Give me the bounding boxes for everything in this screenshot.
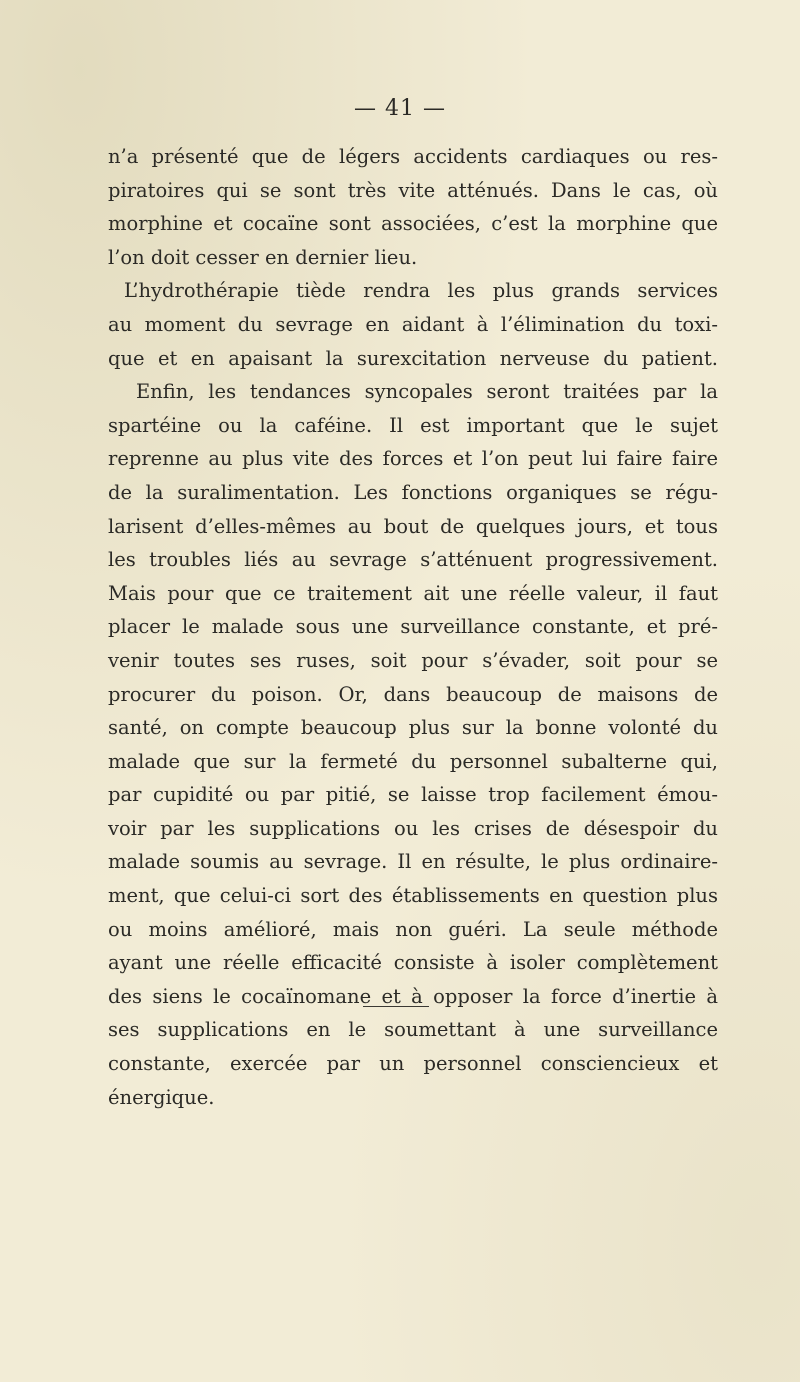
text-line: constante, exercée par un personnel consciencieux et — [108, 1052, 718, 1076]
text-line: Mais pour que ce traitement ait une réelle valeur, il faut — [108, 581, 718, 605]
text-line: de la suralimentation. Les fonctions organiques se régu- — [108, 480, 718, 504]
text-line: venir toutes ses ruses, soit pour s’évader, soit pour se — [108, 648, 718, 672]
text-line: l’on doit cesser en dernier lieu. — [108, 245, 418, 269]
text-line: des siens le cocaïnomane et à opposer la force d’inertie à — [108, 984, 718, 1008]
text-line: piratoires qui se sont très vite atténués. Dans le cas, où — [108, 178, 718, 202]
text-line: Enfin, les tendances syncopales seront traitées par la — [136, 380, 718, 404]
page-number: — 41 — — [354, 96, 446, 121]
text-line: n’a présenté que de légers accidents cardiaques ou res- — [108, 145, 718, 168]
text-line: malade soumis au sevrage. Il en résulte, le plus ordinaire- — [108, 850, 718, 874]
text-line: morphine et cocaïne sont associées, c’est la morphine que — [108, 212, 718, 236]
text-line: ment, que celui-ci sort des établissements en question plus — [108, 884, 718, 908]
text-line: reprenne au plus vite des forces et l’on peut lui faire faire — [108, 447, 718, 471]
text-line: ayant une réelle efficacité consiste à isoler complètement — [108, 951, 718, 975]
text-line: que et en apaisant la surexcitation nerveuse du patient. — [108, 346, 718, 370]
text-line: ou moins amélioré, mais non guéri. La seule méthode — [108, 917, 718, 941]
body-text — [108, 140, 718, 1114]
text-line: spartéine ou la caféine. Il est important que le sujet — [108, 413, 718, 437]
text-line: les troubles liés au sevrage s’atténuent progressivement. — [108, 548, 718, 572]
text-line: L’hydrothérapie tiède rendra les plus grands services — [124, 279, 718, 303]
text-line: santé, on compte beaucoup plus sur la bonne volonté du — [108, 716, 718, 740]
text-line: procurer du poison. Or, dans beaucoup de maisons de — [108, 682, 718, 706]
text-line: malade que sur la fermeté du personnel subalterne qui, — [108, 749, 718, 773]
text-line: au moment du sevrage en aidant à l’élimination du toxi- — [108, 312, 718, 336]
text-line: par cupidité ou par pitié, se laisse trop facilement émou- — [108, 783, 718, 807]
section-divider — [363, 1006, 429, 1007]
text-line: larisent d’elles-mêmes au bout de quelques jours, et tous — [108, 514, 718, 538]
text-line: voir par les supplications ou les crises de désespoir du — [108, 816, 718, 840]
text-line: placer le malade sous une surveillance constante, et pré- — [108, 615, 718, 639]
text-line: ses supplications en le soumettant à une surveillance — [108, 1018, 718, 1042]
text-line: énergique. — [108, 1085, 215, 1109]
